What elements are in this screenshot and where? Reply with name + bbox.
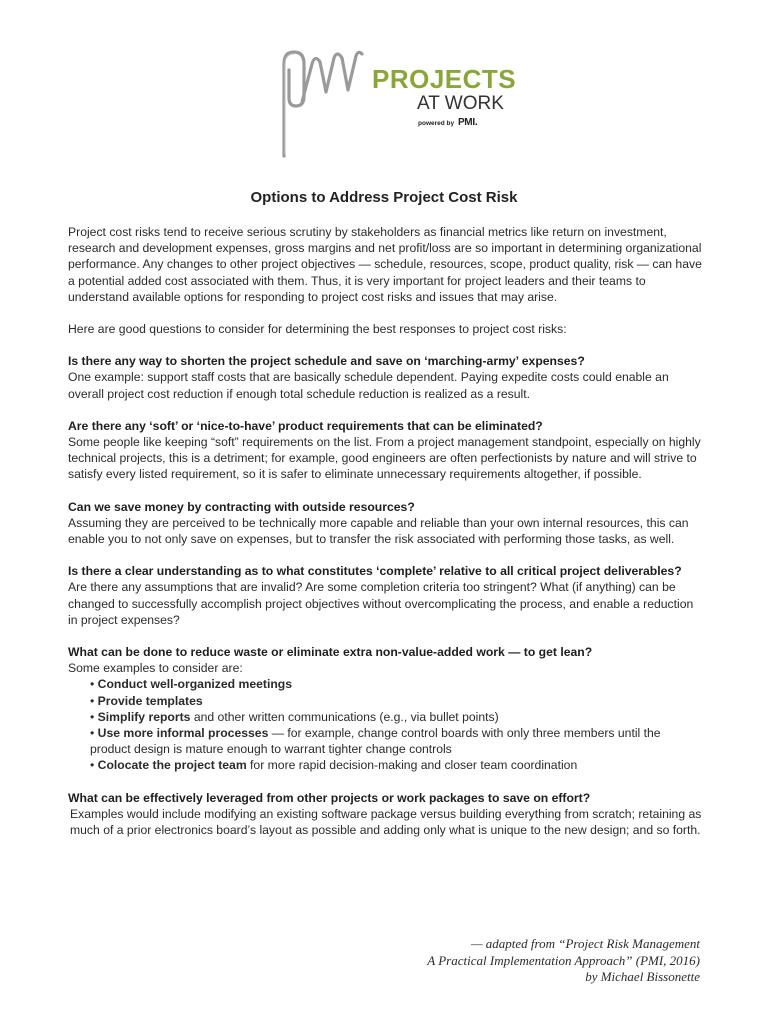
bullet-rest: — for example, change control boards with only three members until the product design is mature enough to warrant tighter change controls (90, 726, 661, 757)
question-heading: What can be done to reduce waste or eliminate extra non-value-added work — to get lean? (68, 645, 593, 660)
bullet-bold: Colocate the project team (97, 758, 247, 773)
credit-line: — adapted from “Project Risk Management (470, 936, 700, 951)
list-item: • Conduct well-organized meetings (90, 677, 292, 692)
list-item: • Colocate the project team for more rapid decision-making and closer team coordination (90, 758, 578, 773)
question-heading: Is there a clear understanding as to what constitutes ‘complete’ relative to all critical project deliverables? (68, 564, 682, 579)
answer-paragraph: Are there any assumptions that are invalid? Are some completion criteria too stringent? What (if anything) can be changed to successfully accomplish project objectives without overcomplicating the process, and enable a reduction in project expenses? (68, 580, 694, 627)
answer-paragraph: Assuming they are perceived to be technically more capable and reliable than your own internal resources, this can enable you to not only save on expenses, but to transfer the risk associated with performing those tasks, as well. (68, 515, 689, 547)
answer-paragraph: One example: support staff costs that are basically schedule dependent. Paying expedite costs could enable an overall project cost reduction if enough total schedule reduction is realized as a result. (68, 370, 669, 401)
question-heading: Can we save money by contracting with outside resources? (68, 499, 415, 514)
answer-paragraph: Examples would include modifying an existing software package versus building everything from scratch; retaining as much of a prior electronics board’s layout as possible and adding only what is unique to the new design; and so forth. (70, 806, 702, 838)
source-credit (300, 936, 700, 986)
answer-paragraph: Some people like keeping “soft” requirements on the list. From a project management standpoint, especially on highly technical projects, this is a detriment; for example, good engineers are often perfectionists by nature and will strive to satisfy every listed requirement, so it is safer to eliminate unnecessary requirements altogether, if possible. (68, 435, 701, 482)
powered-by-text: powered by (418, 120, 455, 127)
brand-powered-by (418, 118, 477, 128)
bullet-bold: Use more informal processes (97, 726, 269, 741)
document-body (68, 224, 704, 838)
list-item: • Use more informal processes — for example, change control boards with only three members until the product design is mature enough to warrant tighter change controls (90, 726, 661, 757)
credit-line: A Practical Implementation Approach” (PMI, 2016) (427, 952, 700, 968)
bullet-rest: for more rapid decision-making and closer team coordination (246, 758, 578, 773)
bullet-rest: and other written communications (e.g., via bullet points) (190, 709, 499, 724)
bullet-bold: Simplify reports (97, 709, 191, 724)
intro-lead-in: Here are good questions to consider for determining the best responses to project cost risks: (68, 322, 567, 337)
list-item: • Provide templates (90, 693, 203, 708)
lean-examples-list (68, 676, 704, 773)
bullet-bold: Provide templates (97, 693, 203, 708)
list-item: • Simplify reports and other written communications (e.g., via bullet points) (90, 709, 499, 724)
credit-author: by Michael Bissonette (585, 969, 700, 984)
brand-projects-text: PROJECTS (372, 64, 517, 94)
answer-paragraph: Some examples to consider are: (68, 661, 243, 676)
question-heading: Are there any ‘soft’ or ‘nice-to-have’ product requirements that can be eliminated? (68, 418, 543, 433)
brand-at-work-text: AT WORK (417, 93, 504, 114)
intro-paragraph: Project cost risks tend to receive serious scrutiny by stakeholders as financial metrics like return on investment, research and development expenses, gross margins and net profit/loss are so important in determining organizational performance. Any changes to other project objectives — schedule, resources, scope, product quality, risk — can have a potential added cost associated with them. Thus, it is very important for project leaders and their teams to understand available options for responding to project cost risks and issues that may arise. (68, 225, 702, 304)
projects-at-work-logo (272, 44, 517, 162)
pmi-wordmark: PMI. (457, 117, 478, 128)
question-heading: Is there any way to shorten the project schedule and save on ‘marching-army’ expenses? (68, 354, 585, 369)
bullet-bold: Conduct well-organized meetings (97, 677, 292, 692)
document-title: Options to Address Project Cost Risk (250, 189, 518, 206)
question-heading: What can be effectively leveraged from other projects or work packages to save on effort? (68, 790, 591, 805)
paperclip-pw-logo-icon (272, 44, 372, 162)
